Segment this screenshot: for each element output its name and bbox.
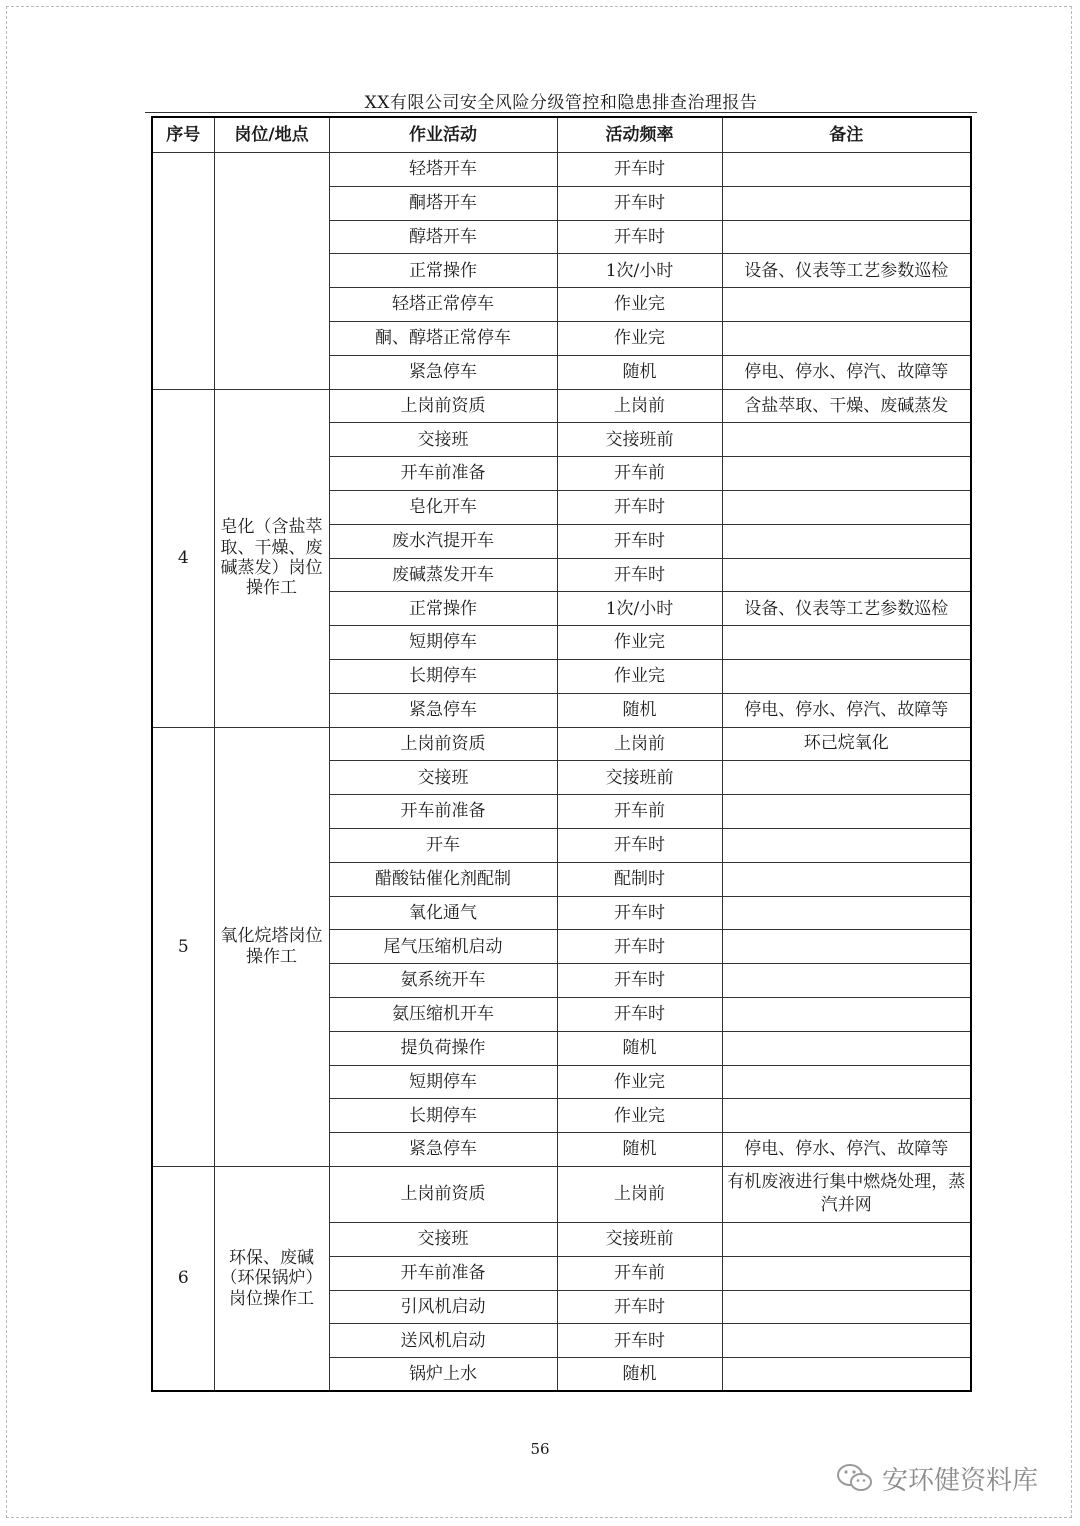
remarks-cell: 停电、停水、停汽、故障等: [722, 355, 971, 389]
activity-cell: 交接班: [329, 761, 557, 795]
remarks-cell: [722, 828, 971, 862]
column-header-remarks: 备注: [722, 117, 971, 153]
frequency-cell: 开车时: [557, 896, 722, 930]
remarks-cell: [722, 558, 971, 592]
frequency-cell: 作业完: [557, 659, 722, 693]
post-cell: [214, 153, 329, 390]
remarks-cell: [722, 1031, 971, 1065]
column-header-frequency: 活动频率: [557, 117, 722, 153]
remarks-cell: [722, 1065, 971, 1099]
activity-cell: 紧急停车: [329, 1133, 557, 1167]
watermark-text: 安环健资料库: [882, 1465, 1039, 1496]
table-row: [152, 389, 971, 423]
frequency-cell: 开车时: [557, 997, 722, 1031]
remarks-cell: [722, 321, 971, 355]
activity-cell: 正常操作: [329, 592, 557, 626]
column-header-post: 岗位/地点: [214, 117, 329, 153]
activity-cell: 开车: [329, 828, 557, 862]
frequency-cell: 开车时: [557, 1324, 722, 1358]
remarks-cell: [722, 220, 971, 254]
remarks-cell: 设备、仪表等工艺参数巡检: [722, 254, 971, 288]
frequency-cell: 作业完: [557, 288, 722, 322]
frequency-cell: 随机: [557, 1133, 722, 1167]
frequency-cell: 开车时: [557, 186, 722, 220]
remarks-cell: [722, 862, 971, 896]
activity-cell: 提负荷操作: [329, 1031, 557, 1065]
report-header-title: XX有限公司安全风险分级管控和隐患排查治理报告: [364, 93, 758, 113]
frequency-cell: 上岗前: [557, 389, 722, 423]
activity-cell: 废碱蒸发开车: [329, 558, 557, 592]
frequency-cell: 作业完: [557, 1099, 722, 1133]
frequency-cell: 开车时: [557, 558, 722, 592]
frequency-cell: 作业完: [557, 626, 722, 660]
activity-cell: 紧急停车: [329, 693, 557, 727]
activity-cell: 醋酸钴催化剂配制: [329, 862, 557, 896]
frequency-cell: 上岗前: [557, 1166, 722, 1222]
remarks-cell: [722, 1256, 971, 1290]
table-row: [152, 153, 971, 187]
activity-cell: 长期停车: [329, 1099, 557, 1133]
frequency-cell: 作业完: [557, 321, 722, 355]
activity-cell: 氧化通气: [329, 896, 557, 930]
activity-cell: 上岗前资质: [329, 727, 557, 761]
remarks-cell: [722, 1290, 971, 1324]
remarks-cell: [722, 423, 971, 457]
frequency-cell: 1次/小时: [557, 592, 722, 626]
remarks-cell: [722, 186, 971, 220]
activity-cell: 开车前准备: [329, 1256, 557, 1290]
frequency-cell: 开车前: [557, 1256, 722, 1290]
frequency-cell: 随机: [557, 1358, 722, 1392]
remarks-cell: 含盐萃取、干燥、废碱蒸发: [722, 389, 971, 423]
activity-cell: 废水汽提开车: [329, 524, 557, 558]
frequency-cell: 开车时: [557, 828, 722, 862]
frequency-cell: 开车前: [557, 457, 722, 491]
remarks-cell: 环己烷氧化: [722, 727, 971, 761]
frequency-cell: 交接班前: [557, 423, 722, 457]
activity-cell: 锅炉上水: [329, 1358, 557, 1392]
frequency-cell: 开车时: [557, 930, 722, 964]
activity-cell: 上岗前资质: [329, 389, 557, 423]
remarks-cell: [722, 896, 971, 930]
page-number: 56: [530, 1440, 550, 1458]
remarks-cell: [722, 1222, 971, 1256]
remarks-cell: [722, 795, 971, 829]
activity-cell: 氨压缩机开车: [329, 997, 557, 1031]
column-header-activity: 作业活动: [329, 117, 557, 153]
activity-cell: 短期停车: [329, 626, 557, 660]
frequency-cell: 开车时: [557, 1290, 722, 1324]
frequency-cell: 作业完: [557, 1065, 722, 1099]
activity-cell: 尾气压缩机启动: [329, 930, 557, 964]
row-number-cell: 6: [152, 1166, 214, 1391]
activity-cell: 短期停车: [329, 1065, 557, 1099]
activity-cell: 氨系统开车: [329, 964, 557, 998]
remarks-cell: [722, 626, 971, 660]
frequency-cell: 1次/小时: [557, 254, 722, 288]
remarks-cell: [722, 659, 971, 693]
remarks-cell: [722, 964, 971, 998]
table-header-row: [152, 117, 971, 153]
post-cell: 氧化烷塔岗位操作工: [214, 727, 329, 1166]
frequency-cell: 开车前: [557, 795, 722, 829]
table-row: [152, 727, 971, 761]
header-rule: [145, 112, 977, 113]
remarks-cell: 设备、仪表等工艺参数巡检: [722, 592, 971, 626]
row-number-cell: 5: [152, 727, 214, 1166]
remarks-cell: [722, 930, 971, 964]
remarks-cell: [722, 457, 971, 491]
table-row: [152, 1166, 971, 1222]
activity-cell: 开车前准备: [329, 795, 557, 829]
activity-cell: 轻塔开车: [329, 153, 557, 187]
risk-activity-table: [151, 116, 972, 1392]
activity-cell: 交接班: [329, 1222, 557, 1256]
frequency-cell: 开车时: [557, 524, 722, 558]
remarks-cell: [722, 761, 971, 795]
remarks-cell: [722, 1099, 971, 1133]
activity-cell: 开车前准备: [329, 457, 557, 491]
activity-cell: 长期停车: [329, 659, 557, 693]
column-header-no: 序号: [152, 117, 214, 153]
activity-cell: 紧急停车: [329, 355, 557, 389]
watermark: [836, 1460, 1038, 1496]
wechat-icon: [836, 1462, 874, 1494]
post-cell: 环保、废碱（环保锅炉）岗位操作工: [214, 1166, 329, 1391]
activity-cell: 交接班: [329, 423, 557, 457]
remarks-cell: [722, 153, 971, 187]
post-cell: 皂化（含盐萃取、干燥、废碱蒸发）岗位操作工: [214, 389, 329, 727]
frequency-cell: 交接班前: [557, 1222, 722, 1256]
frequency-cell: 随机: [557, 693, 722, 727]
remarks-cell: [722, 524, 971, 558]
remarks-cell: [722, 490, 971, 524]
frequency-cell: 开车时: [557, 964, 722, 998]
activity-cell: 皂化开车: [329, 490, 557, 524]
activity-cell: 引风机启动: [329, 1290, 557, 1324]
activity-cell: 酮、醇塔正常停车: [329, 321, 557, 355]
row-number-cell: [152, 153, 214, 390]
remarks-cell: 停电、停水、停汽、故障等: [722, 1133, 971, 1167]
remarks-cell: [722, 997, 971, 1031]
frequency-cell: 交接班前: [557, 761, 722, 795]
remarks-cell: 停电、停水、停汽、故障等: [722, 693, 971, 727]
remarks-cell: [722, 1358, 971, 1392]
remarks-cell: 有机废液进行集中燃烧处理，蒸汽并网: [722, 1166, 971, 1222]
activity-cell: 送风机启动: [329, 1324, 557, 1358]
remarks-cell: [722, 1324, 971, 1358]
activity-cell: 酮塔开车: [329, 186, 557, 220]
frequency-cell: 配制时: [557, 862, 722, 896]
frequency-cell: 随机: [557, 1031, 722, 1065]
frequency-cell: 开车时: [557, 490, 722, 524]
activity-cell: 醇塔开车: [329, 220, 557, 254]
activity-cell: 正常操作: [329, 254, 557, 288]
frequency-cell: 上岗前: [557, 727, 722, 761]
row-number-cell: 4: [152, 389, 214, 727]
remarks-cell: [722, 288, 971, 322]
activity-cell: 轻塔正常停车: [329, 288, 557, 322]
frequency-cell: 开车时: [557, 153, 722, 187]
frequency-cell: 开车时: [557, 220, 722, 254]
frequency-cell: 随机: [557, 355, 722, 389]
activity-cell: 上岗前资质: [329, 1166, 557, 1222]
